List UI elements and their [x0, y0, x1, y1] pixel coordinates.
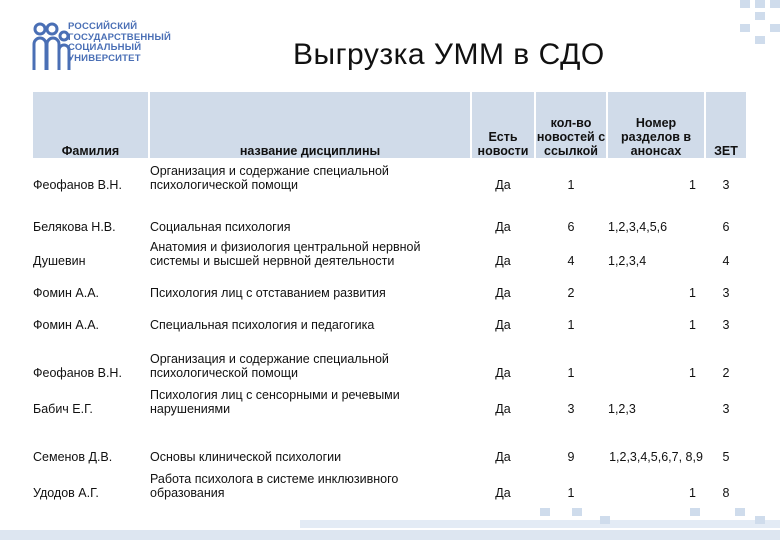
cell-zet: 5: [705, 416, 746, 464]
table-row: [33, 464, 746, 500]
col-header-news-count: кол-во новостей с ссылкой: [535, 92, 607, 158]
cell-has-news: Да: [471, 416, 535, 464]
table-row: [33, 300, 746, 332]
col-header-surname: Фамилия: [33, 92, 149, 158]
cell-surname: Семенов Д.В.: [33, 450, 113, 464]
table-row: [33, 234, 746, 268]
cell-discipline: Организация и содержание специальной психологической помощи: [149, 332, 471, 380]
cell-surname: Фомин А.А.: [33, 318, 100, 332]
table-row: [33, 332, 746, 380]
cell-has-news: Да: [471, 268, 535, 300]
table-row: [33, 380, 746, 416]
cell-section-numbers: 1,2,3,4,5,6,7, 8,9: [607, 416, 705, 464]
cell-has-news: Да: [471, 380, 535, 416]
cell-discipline: Психология лиц с отставанием развития: [149, 268, 471, 300]
cell-news-count: 1: [535, 300, 607, 332]
table-row: [33, 158, 746, 192]
cell-news-count: 1: [535, 158, 607, 192]
col-header-section-numbers: Номер разделов в анонсах: [607, 92, 705, 158]
umm-table: [33, 92, 746, 500]
cell-has-news: Да: [471, 464, 535, 500]
cell-zet: 2: [705, 332, 746, 380]
cell-section-numbers: 1: [607, 464, 705, 500]
cell-zet: 3: [705, 268, 746, 300]
cell-zet: 3: [705, 300, 746, 332]
cell-discipline: Работа психолога в системе инклюзивного образования: [149, 464, 471, 500]
cell-has-news: Да: [471, 234, 535, 268]
cell-surname: Фомин А.А.: [33, 286, 100, 300]
cell-section-numbers: 1: [607, 332, 705, 380]
col-header-discipline: название дисциплины: [149, 92, 471, 158]
cell-news-count: 3: [535, 380, 607, 416]
cell-section-numbers: 1,2,3,4: [607, 234, 705, 268]
cell-surname: Удодов А.Г.: [33, 486, 99, 500]
table-row: [33, 416, 746, 464]
cell-discipline: Психология лиц с сенсорными и речевыми нарушениями: [149, 380, 471, 416]
cell-news-count: 1: [535, 332, 607, 380]
cell-discipline: Основы клинической психологии: [149, 416, 471, 464]
cell-has-news: Да: [471, 332, 535, 380]
cell-has-news: Да: [471, 300, 535, 332]
col-header-has-news: Есть новости: [471, 92, 535, 158]
cell-news-count: 4: [535, 234, 607, 268]
cell-section-numbers: 1: [607, 300, 705, 332]
cell-discipline: Социальная психология: [149, 192, 471, 234]
col-header-zet: ЗЕТ: [705, 92, 746, 158]
table-row: [33, 268, 746, 300]
cell-zet: 6: [705, 192, 746, 234]
cell-has-news: Да: [471, 158, 535, 192]
cell-has-news: Да: [471, 192, 535, 234]
cell-news-count: 2: [535, 268, 607, 300]
cell-zet: 8: [705, 464, 746, 500]
cell-surname: Бабич Е.Г.: [33, 402, 93, 416]
cell-zet: 4: [705, 234, 746, 268]
cell-section-numbers: 1: [607, 158, 705, 192]
cell-news-count: 9: [535, 416, 607, 464]
cell-section-numbers: 1,2,3,4,5,6: [607, 192, 705, 234]
table-header-row: [33, 92, 746, 158]
page-title: Выгрузка УММ в СДО: [293, 38, 605, 71]
cell-zet: 3: [705, 380, 746, 416]
cell-news-count: 1: [535, 464, 607, 500]
cell-discipline: Анатомия и физиология центральной нервной системы и высшей нервной деятельности: [149, 234, 471, 268]
cell-surname: Белякова Н.В.: [33, 220, 116, 234]
cell-surname: Феофанов В.Н.: [33, 178, 122, 192]
cell-discipline: Специальная психология и педагогика: [149, 300, 471, 332]
cell-section-numbers: 1,2,3: [607, 380, 705, 416]
cell-surname: Душевин: [33, 254, 86, 268]
cell-section-numbers: 1: [607, 268, 705, 300]
cell-zet: 3: [705, 158, 746, 192]
cell-surname: Феофанов В.Н.: [33, 366, 122, 380]
cell-discipline: Организация и содержание специальной психологической помощи: [149, 158, 471, 192]
cell-news-count: 6: [535, 192, 607, 234]
table-row: [33, 192, 746, 234]
university-name: РОССИЙСКИЙ ГОСУДАРСТВЕННЫЙ СОЦИАЛЬНЫЙ УНИВЕРСИТЕТ: [68, 21, 172, 64]
